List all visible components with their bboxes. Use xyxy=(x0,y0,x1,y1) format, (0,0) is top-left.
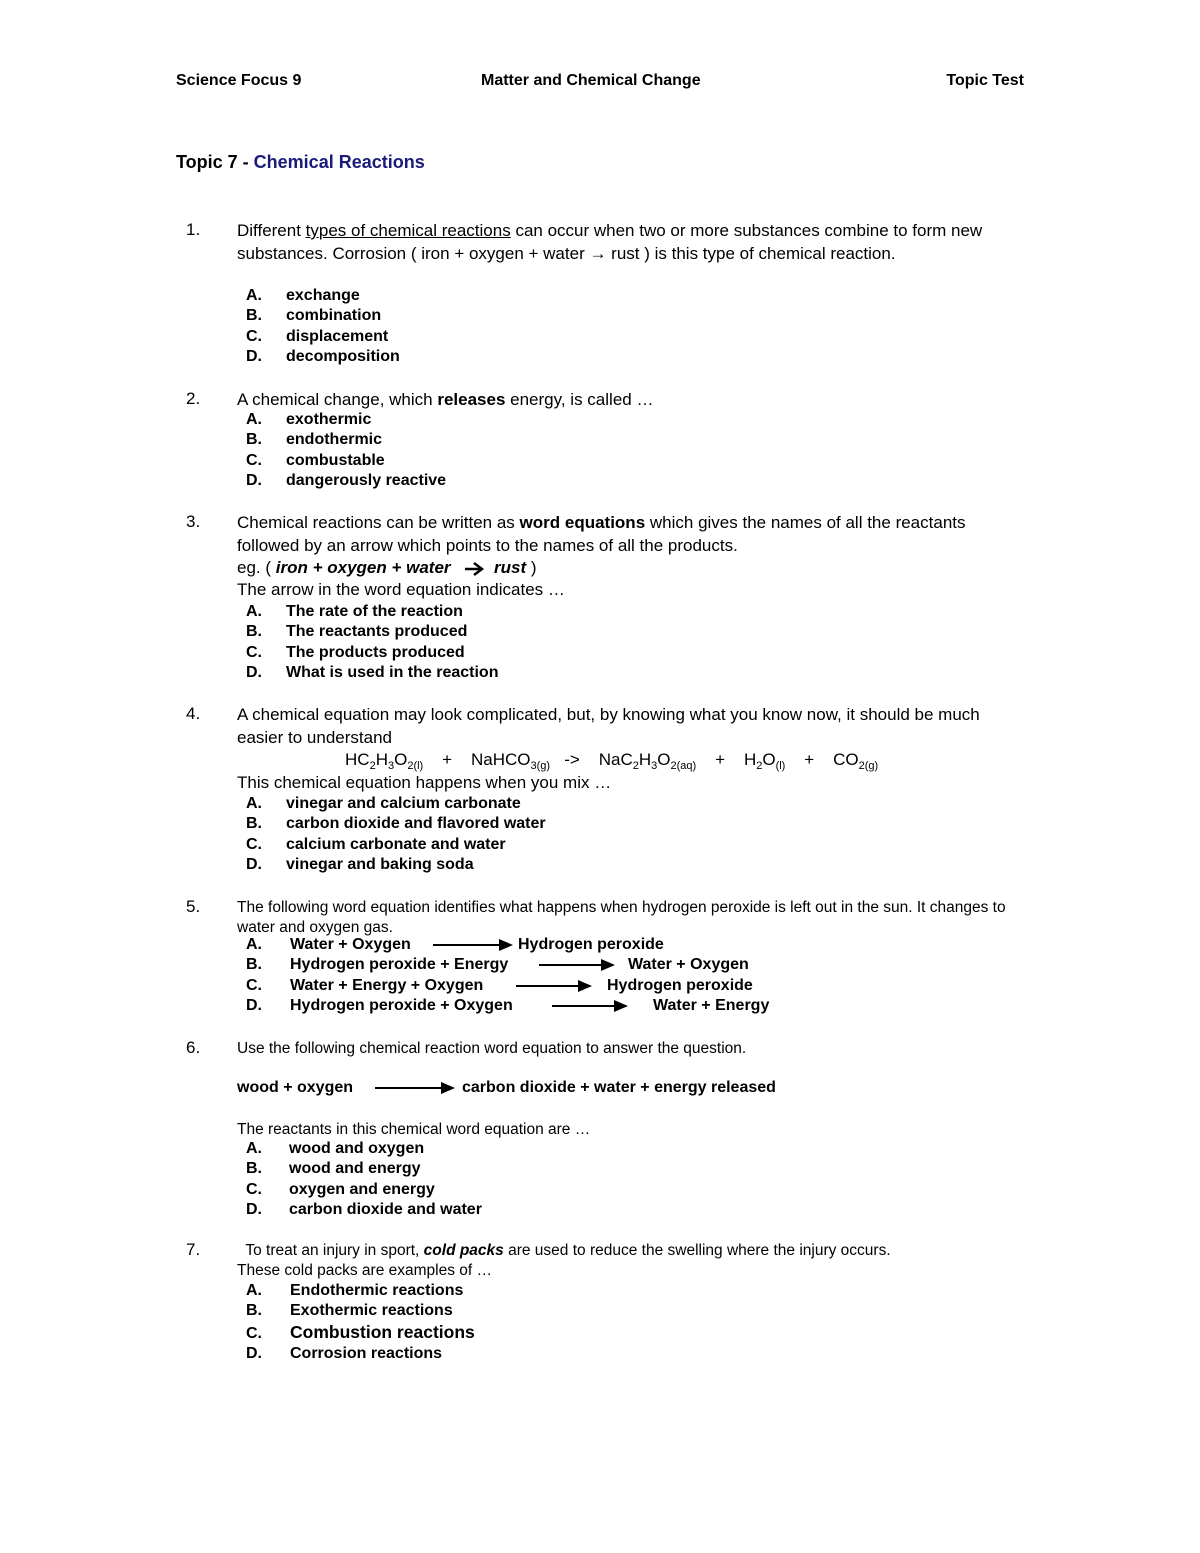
option-text: vinegar and baking soda xyxy=(286,855,474,873)
arrow-icon xyxy=(455,562,489,576)
example-products: rust xyxy=(494,558,527,577)
eq-term: O xyxy=(762,750,776,769)
option-letter: C. xyxy=(246,1324,262,1342)
option-c[interactable] xyxy=(246,1322,475,1344)
eq-plus: + xyxy=(804,750,815,769)
question-number: 3. xyxy=(186,512,201,531)
option-letter: D. xyxy=(246,663,262,681)
option-c[interactable] xyxy=(246,643,498,663)
stem-text: A chemical change, which xyxy=(237,390,438,409)
option-letter: A. xyxy=(246,795,262,812)
option-a[interactable] xyxy=(246,935,664,955)
header-test-type: Topic Test xyxy=(946,72,1024,89)
option-letter: A. xyxy=(246,603,262,620)
options-list xyxy=(246,602,498,683)
page-header xyxy=(176,72,1024,92)
question-stem: A chemical equation may look complicated, but, by knowing what you know now, it should be much easier to understand xyxy=(237,705,980,747)
option-a[interactable] xyxy=(246,794,546,814)
option-letter: D. xyxy=(246,996,262,1014)
chemical-equation xyxy=(345,750,878,772)
option-letter: D. xyxy=(246,1200,262,1218)
option-d[interactable] xyxy=(246,1200,482,1220)
option-letter: C. xyxy=(246,1180,262,1198)
eq-subscript: 2 xyxy=(632,760,639,772)
question-number: 7. xyxy=(186,1240,201,1259)
eq-subscript: 2(aq) xyxy=(670,760,697,772)
option-d[interactable] xyxy=(246,855,546,875)
eq-term: O xyxy=(394,750,408,769)
eq-subscript: 3 xyxy=(651,760,658,772)
example-reactants: iron + oxygen + water xyxy=(275,558,451,577)
stem-bold: releases xyxy=(437,390,506,409)
option-letter: A. xyxy=(246,936,262,953)
option-d[interactable] xyxy=(246,347,400,367)
options-list xyxy=(246,794,546,875)
option-c[interactable] xyxy=(246,1180,482,1200)
stem-text: energy, is called … xyxy=(505,390,654,409)
equation-products: carbon dioxide + water + energy released xyxy=(462,1079,776,1096)
arrow-icon xyxy=(375,1081,455,1095)
option-b[interactable] xyxy=(246,814,546,834)
option-text: Endothermic reactions xyxy=(290,1282,464,1299)
options-list xyxy=(246,935,770,1016)
option-d[interactable] xyxy=(246,663,498,683)
option-letter: C. xyxy=(246,451,262,469)
option-letter: B. xyxy=(246,307,262,325)
option-text: oxygen and energy xyxy=(289,1180,435,1198)
eq-term: NaC xyxy=(598,750,633,769)
option-letter: D. xyxy=(246,855,262,873)
topic-prefix: Topic 7 - xyxy=(176,152,254,172)
option-text: The products produced xyxy=(286,643,465,661)
question-number: 6. xyxy=(186,1038,201,1057)
option-letter: B. xyxy=(246,431,262,449)
option-letter: B. xyxy=(246,815,262,833)
topic-title xyxy=(176,152,425,173)
option-a[interactable] xyxy=(246,602,498,622)
option-d[interactable] xyxy=(246,471,446,491)
eq-term: HC xyxy=(345,750,370,769)
stem-text: are used to reduce the swelling where the injury occurs. xyxy=(503,1242,891,1259)
option-b[interactable] xyxy=(246,1301,475,1321)
eq-plus: + xyxy=(442,750,453,769)
question-stem xyxy=(237,1241,1027,1261)
stem-text: can occur when two or more substances combine to form new substances. Corrosion ( iron + oxygen + water → rust ) is this type of chemical reaction. xyxy=(237,221,983,263)
option-d[interactable] xyxy=(246,1344,475,1364)
eq-subscript: 2(g) xyxy=(858,760,879,772)
option-text: exothermic xyxy=(286,411,372,428)
option-text: The reactants produced xyxy=(286,623,468,641)
option-text: displacement xyxy=(286,327,389,345)
option-letter: D. xyxy=(246,471,262,489)
option-letter: A. xyxy=(246,1282,262,1299)
question-number: 1. xyxy=(186,220,201,239)
option-letter: C. xyxy=(246,643,262,661)
example-suffix: ) xyxy=(526,558,537,577)
eq-subscript: 3(g) xyxy=(530,760,551,772)
option-text: Combustion reactions xyxy=(290,1321,475,1342)
question-stem xyxy=(237,220,1027,265)
option-text: combination xyxy=(286,307,382,325)
eq-subscript: 2(l) xyxy=(407,760,424,772)
question-prompt: This chemical equation happens when you mix … xyxy=(237,773,612,792)
arrow-icon xyxy=(552,999,628,1013)
option-a[interactable] xyxy=(246,286,400,306)
topic-name: Chemical Reactions xyxy=(253,152,425,172)
option-text: carbon dioxide and water xyxy=(289,1200,482,1218)
stem-text: Chemical reactions can be written as xyxy=(237,513,520,532)
option-c[interactable] xyxy=(246,976,753,996)
option-b[interactable] xyxy=(246,306,400,326)
eq-plus: + xyxy=(715,750,726,769)
option-text: wood and energy xyxy=(289,1160,421,1178)
option-letter: B. xyxy=(246,1160,262,1178)
stem-text: which gives the names of all the reactants followed by an arrow which points to the names of all the products. xyxy=(237,513,966,555)
eq-subscript: 2 xyxy=(756,760,763,772)
option-letter: C. xyxy=(246,327,262,345)
option-b[interactable] xyxy=(246,430,446,450)
arrow-icon xyxy=(539,958,615,972)
eq-arrow: -> xyxy=(564,750,580,769)
option-reactants: Water + Energy + Oxygen xyxy=(290,976,484,994)
stem-bold: word equations xyxy=(519,513,646,532)
option-text: The rate of the reaction xyxy=(286,603,463,620)
eq-term: NaHCO xyxy=(470,750,531,769)
option-c[interactable] xyxy=(246,451,446,471)
option-text: decomposition xyxy=(286,347,400,365)
option-text: calcium carbonate and water xyxy=(286,835,506,853)
option-text: exchange xyxy=(286,287,360,304)
eq-subscript: (l) xyxy=(775,760,786,772)
header-unit: Matter and Chemical Change xyxy=(481,72,701,89)
option-text: wood and oxygen xyxy=(289,1140,425,1157)
equation-reactants: wood + oxygen xyxy=(237,1079,354,1096)
option-c[interactable] xyxy=(246,835,546,855)
option-text: What is used in the reaction xyxy=(286,663,499,681)
options-list xyxy=(246,1139,482,1220)
option-letter: D. xyxy=(246,1344,262,1362)
question-stem: The following word equation identifies what happens when hydrogen peroxide is left out in the sun. It changes to water and oxygen gas. xyxy=(237,899,1006,936)
option-text: vinegar and calcium carbonate xyxy=(286,795,521,812)
option-products: Water + Energy xyxy=(653,996,770,1014)
option-reactants: Water + Oxygen xyxy=(290,936,411,953)
option-products: Water + Oxygen xyxy=(628,956,749,974)
option-text: combustable xyxy=(286,451,385,469)
eq-term: H xyxy=(638,750,652,769)
header-course: Science Focus 9 xyxy=(176,72,302,89)
option-reactants: Hydrogen peroxide + Energy xyxy=(290,956,509,974)
option-c[interactable] xyxy=(246,327,400,347)
option-products: Hydrogen peroxide xyxy=(607,976,753,994)
question-number: 5. xyxy=(186,897,201,916)
question-stem xyxy=(237,389,1027,412)
stem-text: To treat an injury in sport, xyxy=(237,1242,424,1259)
option-letter: C. xyxy=(246,976,262,994)
example-equation xyxy=(237,557,1027,580)
option-letter: A. xyxy=(246,287,262,304)
option-b[interactable] xyxy=(246,622,498,642)
option-a[interactable] xyxy=(246,410,446,430)
question-prompt: These cold packs are examples of … xyxy=(237,1262,493,1279)
arrow-icon xyxy=(516,979,592,993)
option-d[interactable] xyxy=(246,996,770,1016)
option-letter: A. xyxy=(246,411,262,428)
option-a[interactable] xyxy=(246,1139,482,1159)
option-letter: B. xyxy=(246,623,262,641)
option-a[interactable] xyxy=(246,1281,475,1301)
option-letter: A. xyxy=(246,1140,262,1157)
option-reactants: Hydrogen peroxide + Oxygen xyxy=(290,996,513,1014)
option-text: carbon dioxide and flavored water xyxy=(286,815,546,833)
option-letter: B. xyxy=(246,956,262,974)
option-letter: D. xyxy=(246,347,262,365)
word-equation xyxy=(237,1078,776,1098)
option-products: Hydrogen peroxide xyxy=(518,936,664,953)
eq-term: H xyxy=(375,750,388,769)
options-list xyxy=(246,286,400,367)
option-b[interactable] xyxy=(246,1159,482,1179)
question-number: 4. xyxy=(186,704,201,723)
question-stem xyxy=(237,512,1027,557)
eq-term: O xyxy=(657,750,671,769)
eq-subscript: 2 xyxy=(369,760,376,772)
option-text: Exothermic reactions xyxy=(290,1302,453,1320)
option-b[interactable] xyxy=(246,955,749,975)
option-letter: B. xyxy=(246,1302,262,1320)
option-text: Corrosion reactions xyxy=(290,1344,443,1362)
example-prefix: eg. ( xyxy=(237,558,276,577)
option-letter: C. xyxy=(246,835,262,853)
eq-term: H xyxy=(743,750,757,769)
option-text: endothermic xyxy=(286,431,383,449)
question-stem: Use the following chemical reaction word equation to answer the question. xyxy=(237,1040,747,1057)
arrow-icon xyxy=(433,938,513,952)
question-prompt: The reactants in this chemical word equation are … xyxy=(237,1121,591,1138)
stem-underlined: types of chemical reactions xyxy=(305,221,511,240)
eq-term: CO xyxy=(833,750,859,769)
options-list xyxy=(246,1281,475,1364)
stem-text: Different xyxy=(237,221,306,240)
stem-bold-italic: cold packs xyxy=(423,1242,504,1259)
eq-subscript: 3 xyxy=(387,760,395,772)
options-list xyxy=(246,410,446,491)
equation-line xyxy=(237,1078,776,1098)
question-prompt: The arrow in the word equation indicates … xyxy=(237,580,565,599)
question-number: 2. xyxy=(186,389,201,408)
option-text: dangerously reactive xyxy=(286,471,447,489)
